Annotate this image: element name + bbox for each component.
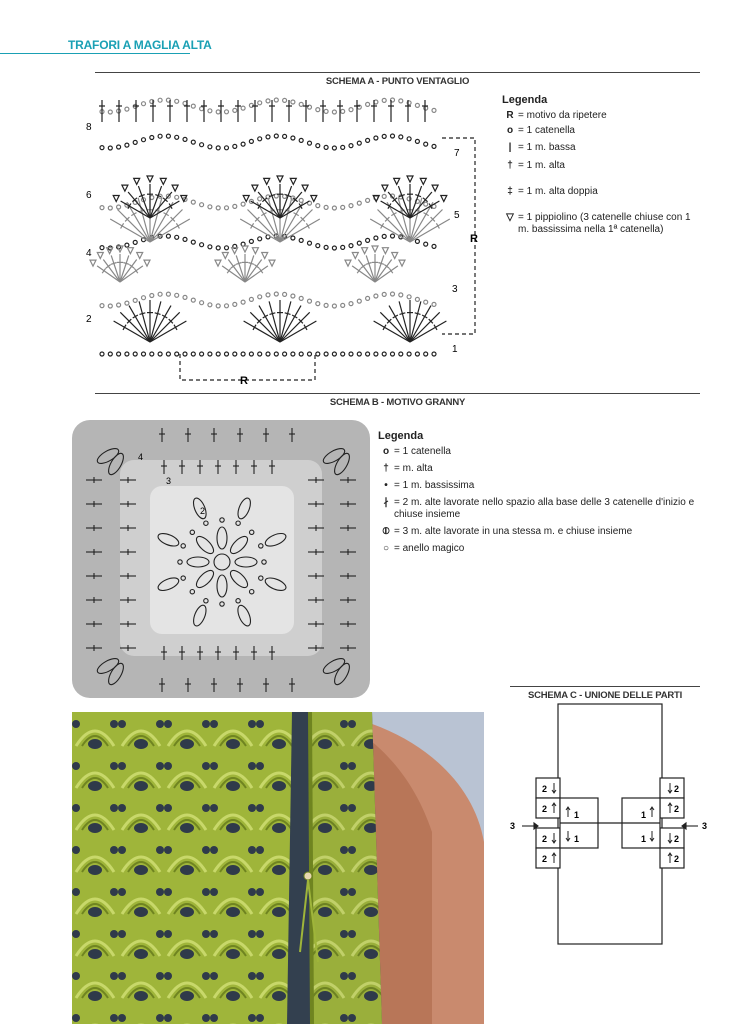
schema-a-title: SCHEMA A - PUNTO VENTAGLIO — [325, 76, 470, 87]
photo-illustration — [72, 712, 484, 1024]
schema-c-label: 1 — [641, 834, 647, 844]
row-number: 1 — [452, 344, 458, 355]
header-title: TRAFORI A MAGLIA ALTA — [68, 38, 212, 52]
legend-symbol: ⦶ — [382, 526, 390, 537]
legend-symbol: R — [506, 110, 514, 121]
schema-c-label: 2 — [674, 854, 680, 864]
legend-item: o = 1 catenella — [378, 446, 698, 458]
crochet-vest-photo — [72, 712, 484, 1024]
schema-c-label: 1 — [574, 810, 580, 820]
schema-c-label: 3 — [510, 821, 516, 831]
legend-item: • = 1 m. bassissima — [378, 480, 698, 492]
legend-symbol: o — [382, 446, 390, 457]
round-number: 4 — [138, 452, 144, 462]
schema-c-label: 2 — [542, 834, 548, 844]
row-number: 4 — [86, 248, 92, 259]
row-number: 6 — [86, 190, 92, 201]
schema-b-title: SCHEMA B - MOTIVO GRANNY — [329, 397, 466, 408]
legend-symbol: o — [506, 125, 514, 136]
legend-item: ▽ = 1 pippiolino (3 catenelle chiuse con 1 m. bassissima nella 1ª catenella) — [502, 212, 702, 236]
schema-b-diagram — [72, 420, 372, 700]
legend-symbol: • — [384, 480, 388, 491]
row-number: 5 — [454, 210, 460, 221]
legend-item: | = 1 m. bassa — [502, 142, 702, 154]
legend-symbol: † — [507, 160, 513, 171]
legend-item: ∤ = 2 m. alte lavorate nello spazio alla base delle 3 catenelle d'inizio e chiuse insieme — [378, 497, 698, 521]
schema-c-label: 2 — [542, 854, 548, 864]
legend-item: o = 1 catenella — [502, 125, 702, 137]
legend-item: R = motivo da ripetere — [502, 110, 702, 122]
schema-a-diagram — [80, 92, 490, 392]
schema-b-top-rule — [95, 393, 700, 394]
legend-item: † = m. alta — [378, 463, 698, 475]
schema-c-label: 2 — [674, 804, 680, 814]
legend-symbol: | — [508, 142, 512, 153]
schema-c-label: 3 — [702, 821, 708, 831]
schema-a-top-rule — [95, 72, 700, 73]
row-number: 2 — [86, 314, 92, 325]
schema-a-legend — [502, 94, 702, 236]
schema-c-label: 1 — [641, 810, 647, 820]
schema-c-label: 2 — [542, 804, 548, 814]
legend-item: ‡ = 1 m. alta doppia — [502, 186, 702, 198]
schema-c-title: SCHEMA C - UNIONE DELLE PARTI — [527, 690, 683, 701]
legend-item: ○ = anello magico — [378, 543, 698, 555]
row-number: 3 — [452, 284, 458, 295]
legend-symbol: ‡ — [507, 186, 513, 197]
schema-b-legend — [378, 430, 698, 555]
schema-c-top-rule — [510, 686, 700, 687]
legend-item: ⦶ = 3 m. alte lavorate in una stessa m. e chiuse insieme — [378, 526, 698, 538]
schema-c-label: 2 — [674, 784, 680, 794]
schema-b-legend-title: Legenda — [378, 430, 424, 442]
round-number: 3 — [166, 476, 172, 486]
legend-item: † = 1 m. alta — [502, 160, 702, 172]
schema-a-legend-title: Legenda — [502, 94, 548, 106]
repeat-label-bottom: R — [240, 375, 248, 387]
schema-c-label: 1 — [574, 834, 580, 844]
repeat-label-side: R — [470, 233, 478, 245]
row-number: 8 — [86, 122, 92, 133]
legend-symbol: † — [383, 463, 389, 474]
schema-c-label: 2 — [542, 784, 548, 794]
header-rule — [0, 53, 190, 54]
schema-c-label: 2 — [674, 834, 680, 844]
round-number: 2 — [200, 506, 206, 516]
legend-symbol: ○ — [382, 543, 390, 554]
row-number: 7 — [454, 148, 460, 159]
legend-symbol: ▽ — [506, 212, 514, 223]
legend-symbol: ∤ — [383, 497, 389, 508]
schema-c-diagram — [500, 700, 720, 950]
